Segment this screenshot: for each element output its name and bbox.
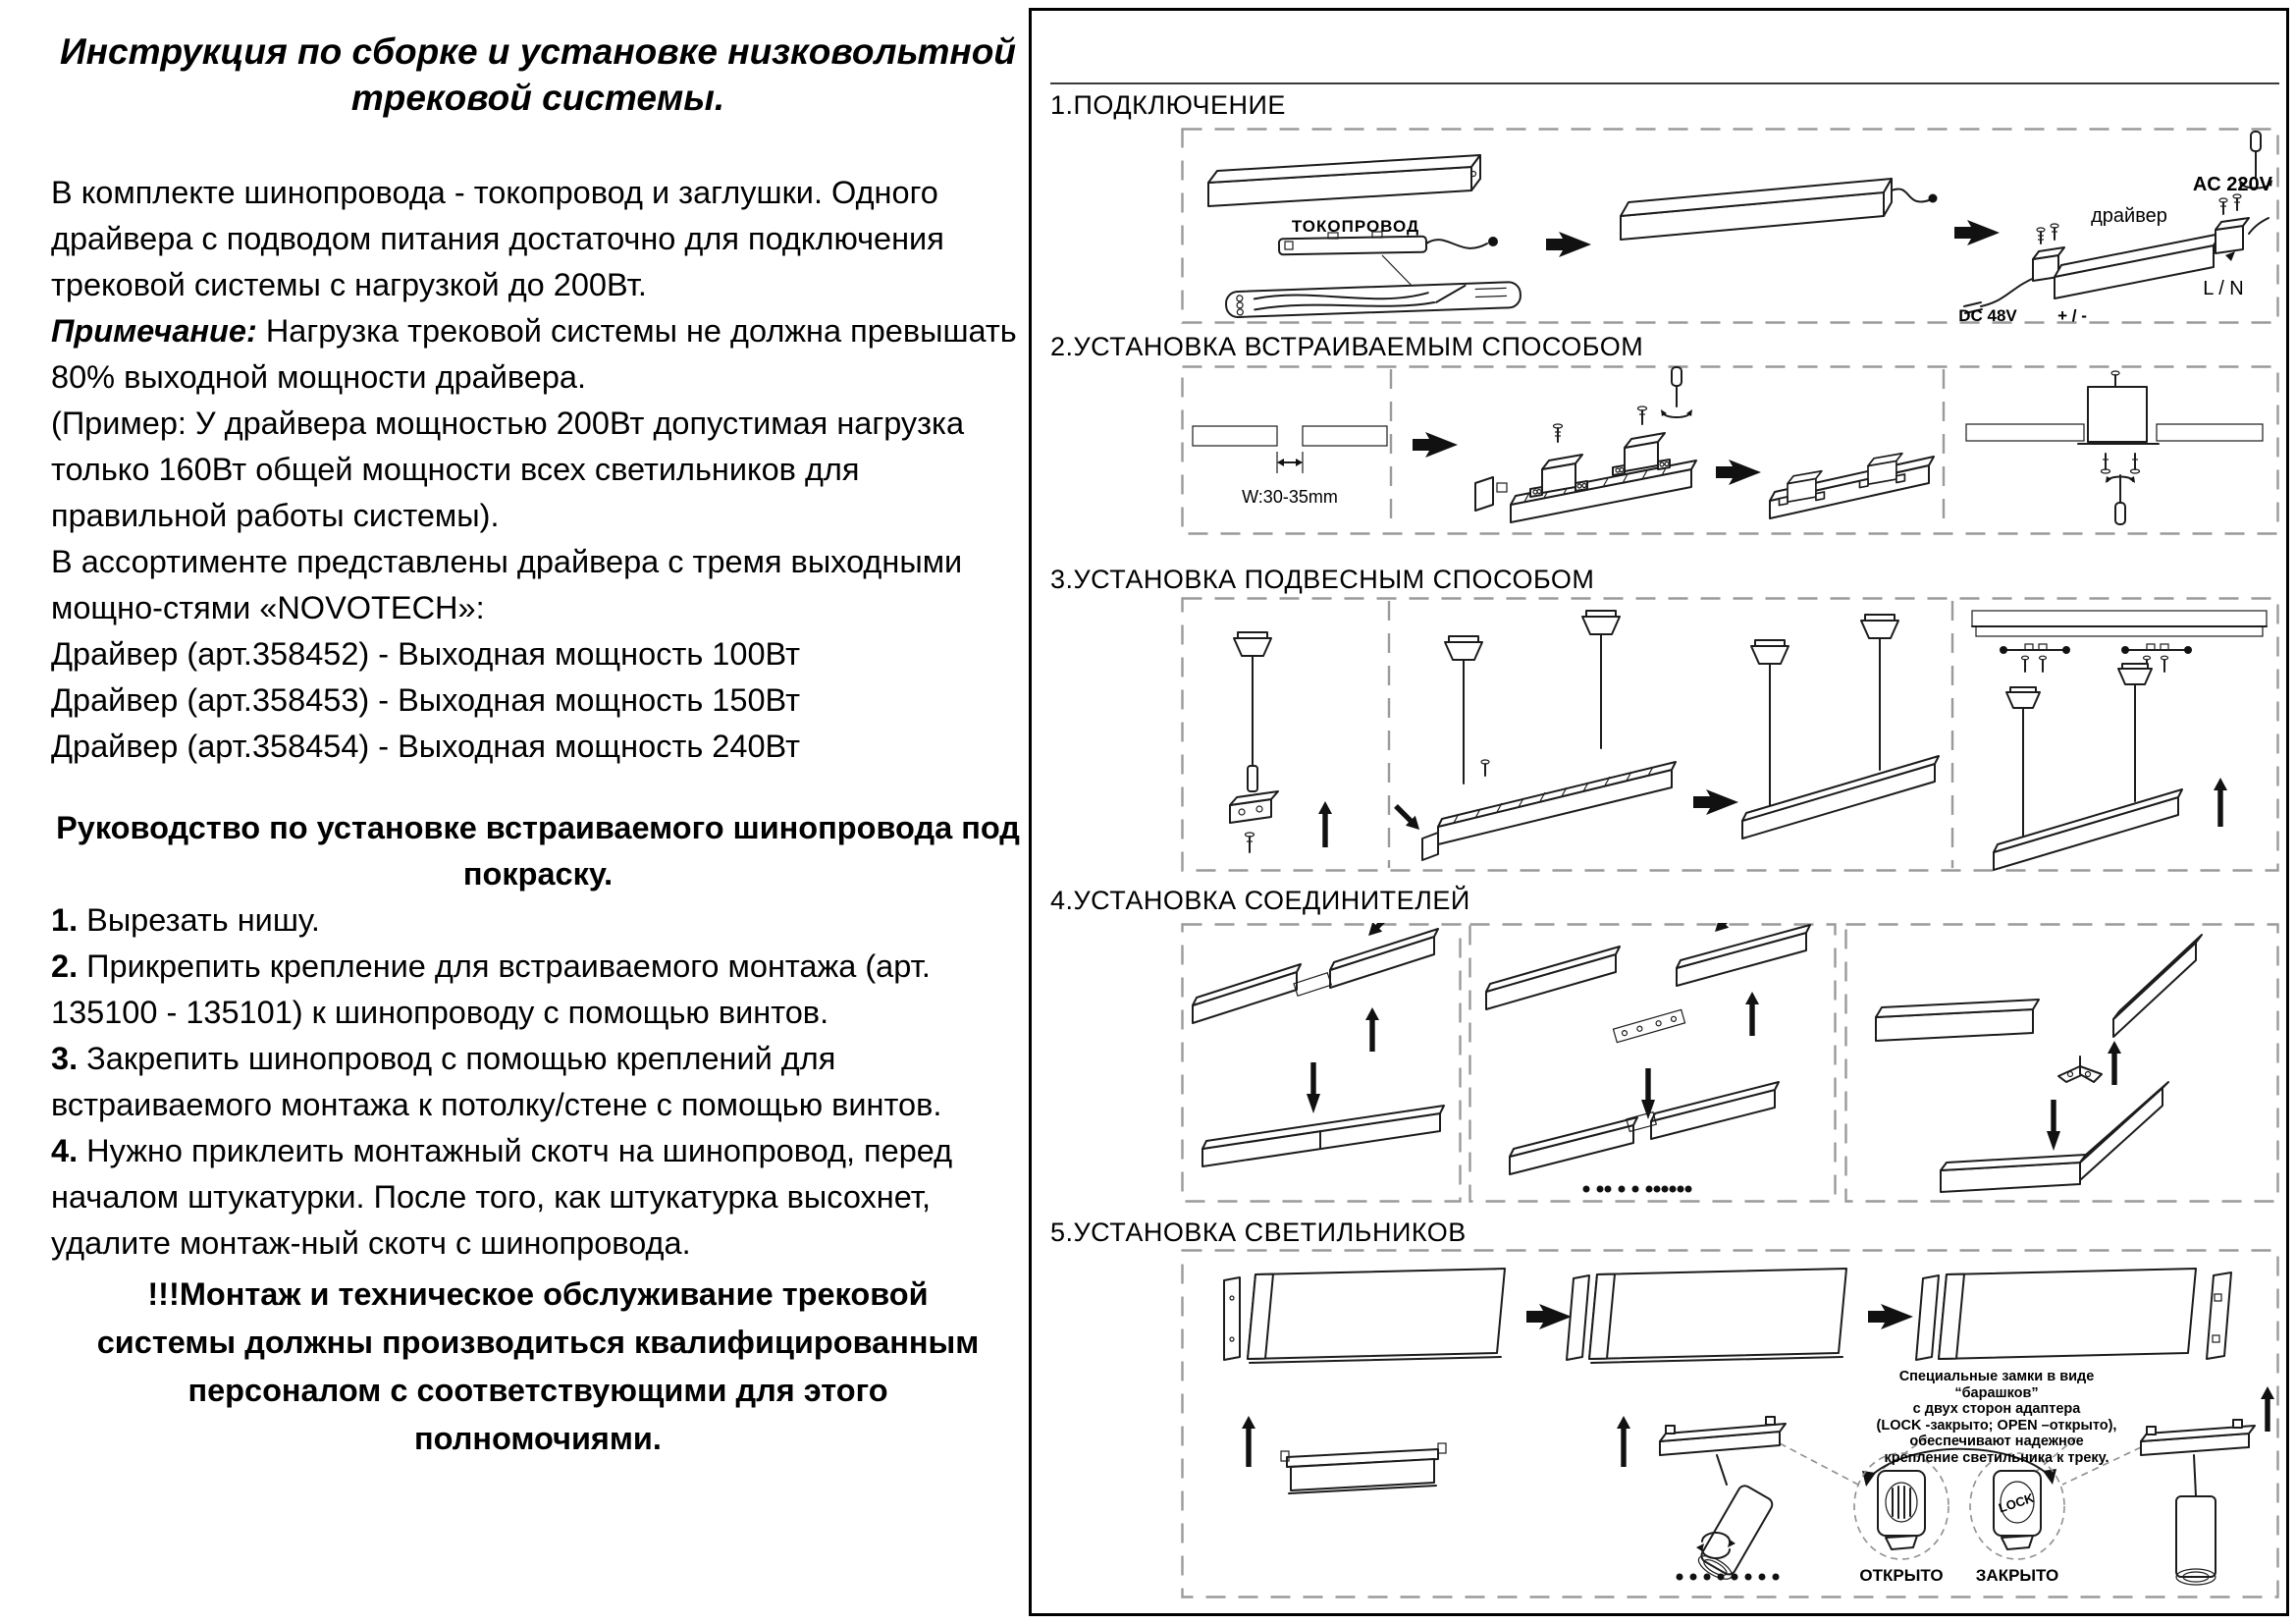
screw-icon (2233, 194, 2241, 210)
section-4-header: 4.УСТАНОВКА СОЕДИНИТЕЛЕЙ (1050, 886, 1470, 915)
inline-connector-diagram (1468, 923, 1837, 1203)
left-column (51, 22, 1025, 1463)
arrow-right-icon (1546, 232, 1591, 257)
section-4-box-2 (1468, 923, 1837, 1203)
suspended-mount-diagram (1181, 597, 2279, 872)
ac-voltage-label: AC 220V (2192, 174, 2272, 195)
connector-strip-icon (1613, 1009, 1684, 1042)
ceiling-fixing-icon (1972, 611, 2267, 870)
corner-tracks-icon (1876, 935, 2202, 1041)
arrow-up-icon (1242, 1416, 1255, 1467)
screw-icon (2051, 224, 2058, 240)
driver-label: драйвер (2091, 205, 2167, 227)
note-text: Нагрузка трековой системы не должна превышать 80% выходной мощности драйвера. (51, 313, 1017, 396)
section-4-box-3 (1844, 923, 2279, 1203)
niche-width-label: W:30-35mm (1242, 487, 1338, 507)
arrow-right-icon (1716, 460, 1761, 485)
section-1-header: 1.ПОДКЛЮЧЕНИЕ (1050, 90, 1286, 120)
closed-label: ЗАКРЫТО (1975, 1566, 2059, 1585)
arrow-down-icon (2047, 1100, 2060, 1151)
arrow-up-icon (1365, 1007, 1379, 1052)
corner-connector-diagram (1844, 923, 2279, 1203)
section-4-box-1 (1181, 923, 1462, 1203)
corner-connector-icon (2058, 1056, 2102, 1082)
assortment-text: В ассортименте представлены драйвера с тремя выходными мощно-стями «NOVOTECH»: (51, 544, 963, 626)
lock-note-line-1: Специальные замки в виде “барашков” (1898, 1369, 2095, 1401)
screw-icon (2022, 656, 2029, 672)
warning-text: !!!Монтаж и техническое обслуживание трековой системы должны производиться квалифицированным персоналом с соответствующими для этого полномочиями. (96, 1276, 980, 1457)
screw-icon (1246, 833, 1255, 852)
recessed-mount-diagram (1181, 365, 2279, 535)
lock-dial-open-icon (1878, 1471, 1925, 1549)
step-4 (51, 1128, 1025, 1267)
example-text: (Пример: У драйвера мощностью 200Вт допустимая нагрузка только 160Вт общей мощности всех светильников для правильной работы системы). (51, 406, 965, 534)
dc-voltage-label: DC 48V (1958, 306, 2017, 324)
arrow-up-icon (2261, 1386, 2274, 1432)
arrow-up-icon (2108, 1041, 2121, 1085)
mount-bracket-icon (1530, 455, 1587, 497)
step-2-number: 2. (51, 948, 79, 985)
screw-icon (2219, 198, 2227, 214)
track-with-brackets-icon (1475, 367, 1696, 522)
arrow-up-icon (1745, 992, 1759, 1036)
arrow-right-icon (1868, 1304, 1913, 1329)
straight-connector-diagram (1181, 923, 1462, 1203)
lock-note-mid: -закрыто; (1921, 1417, 1998, 1434)
pendant-light-icon (2141, 1420, 2255, 1585)
step-4-text: Нужно приклеить монтажный скотч на шинопровод, перед началом штукатурки. После того, как штукатурка высохнет, удалите монтаж-ный скотч с шинопровода. (51, 1133, 953, 1262)
section-1-rule (1050, 82, 2279, 84)
screw-icon (2102, 454, 2110, 473)
open-label: ОТКРЫТО (1859, 1566, 1944, 1585)
screw-icon (1638, 406, 1647, 424)
screw-icon (2037, 228, 2045, 244)
section-1-box (1181, 128, 2279, 324)
joined-track-icon (1510, 1082, 1779, 1174)
joined-track-icon (1202, 1106, 1444, 1166)
recessed-ceiling-icon (1966, 371, 2263, 524)
driver-line-3: Драйвер (арт.358454) - Выходная мощность 240Вт (51, 729, 801, 765)
panel-insert-step-3 (1916, 1269, 2231, 1360)
tracks-joining-icon (1486, 923, 1810, 1043)
intro-text: В комплекте шинопровода - токопровод и заглушки. Одного драйвера с подводом питания достаточно для подключения трековой системы с нагрузкой до 200Вт. (51, 175, 944, 303)
adapter-leader-line (1780, 1443, 1858, 1485)
lock-note-end: –открыто), (2037, 1417, 2117, 1434)
screw-icon (2131, 454, 2140, 473)
section-3-header: 3.УСТАНОВКА ПОДВЕСНЫМ СПОСОБОМ (1050, 565, 1595, 594)
screw-icon (1481, 760, 1489, 776)
screwdriver-icon (2106, 475, 2135, 524)
step-3-text: Закрепить шинопровод с помощью креплений для встраиваемого монтажа к потолку/стене с помощью винтов. (51, 1041, 942, 1123)
step-2 (51, 944, 1025, 1036)
driver-line-2: Драйвер (арт.358453) - Выходная мощность 150Вт (51, 682, 801, 719)
open-keyword: OPEN (1997, 1417, 2038, 1434)
suspension-assembly-icon (1391, 611, 1676, 860)
step-1-number: 1. (51, 902, 79, 939)
screw-icon (2162, 656, 2168, 672)
lock-note-line-2: с двух сторон адаптера (1912, 1401, 2081, 1417)
suspension-kit-icon (1230, 632, 1278, 852)
screw-icon (2040, 656, 2047, 672)
step-4-number: 4. (51, 1133, 79, 1169)
track-profile-icon (1208, 155, 1480, 206)
dots-ellipsis (1583, 1186, 1692, 1193)
busbar-label: ТОКОПРОВОД (1291, 217, 1420, 236)
arrow-right-icon (1413, 432, 1458, 458)
step-3-number: 3. (51, 1041, 79, 1077)
assortment-paragraph (51, 539, 1025, 631)
mount-bracket-icon (1613, 433, 1670, 475)
step-2-text: Прикрепить крепление для встраиваемого монтажа (арт. 135100 - 135101) к шинопроводу с помощью винтов. (51, 948, 931, 1031)
driver-line-1: Драйвер (арт.358452) - Выходная мощность 100Вт (51, 636, 801, 673)
doc-title: Инструкция по сборке и установке низковольтной трековой системы. (60, 31, 1016, 118)
pointer-icon (2225, 251, 2235, 261)
arrow-right-icon (1954, 220, 2000, 245)
arc-arrowhead-icon (2043, 1469, 2056, 1485)
panel-insert-step-2 (1567, 1269, 1846, 1363)
example-paragraph (51, 401, 1025, 539)
polarity-label: + / - (2057, 306, 2087, 324)
hung-track-icon (1742, 615, 1939, 839)
arrow-up-icon (1617, 1416, 1630, 1467)
lock-note-line-5: крепление светильника к треку. (1884, 1449, 2109, 1466)
arrow-diagonal-icon (1363, 923, 1397, 941)
screwdriver-icon (1661, 367, 1692, 417)
lock-dial-closed-icon (1994, 1471, 2041, 1549)
line-neutral-label: L / N (2203, 278, 2244, 299)
step-1 (51, 897, 1025, 944)
arrow-right-icon (1693, 789, 1738, 815)
guide-title: Руководство по установке встраиваемого шинопровода под покраску. (56, 810, 1020, 893)
step-1-text: Вырезать нишу. (86, 902, 320, 939)
section-2-header: 2.УСТАНОВКА ВСТРАИВАЕМЫМ СПОСОБОМ (1050, 332, 1644, 361)
section-5-header: 5.УСТАНОВКА СВЕТИЛЬНИКОВ (1050, 1218, 1467, 1247)
arrow-right-icon (1526, 1304, 1572, 1329)
suspension-plate-icon (2000, 644, 2070, 672)
section-3-box (1181, 597, 2279, 872)
arrow-diagonal-icon (1391, 801, 1424, 835)
lock-keyword: LOCK (1881, 1417, 1922, 1434)
arrow-down-icon (1307, 1062, 1320, 1113)
driver-box-icon (1621, 179, 1938, 240)
lock-note-line-4: обеспечивают надежное (1909, 1434, 2084, 1449)
lock-dial-label: LOCK (1997, 1489, 2036, 1516)
panel-insert-step-1 (1224, 1269, 1505, 1363)
assembled-track-icon (1770, 454, 1934, 518)
note-label: Примечание: (51, 313, 257, 350)
arrow-up-icon (1318, 801, 1332, 847)
step-3 (51, 1036, 1025, 1128)
connection-diagram (1181, 128, 2279, 324)
tracks-joining-icon (1193, 923, 1438, 1052)
lock-note-line-3 (1877, 1418, 2117, 1434)
arrow-up-icon (2214, 778, 2227, 827)
ceiling-niche-icon (1193, 426, 1387, 473)
track-wiring-detail-icon (1226, 282, 1522, 317)
section-2-box (1181, 365, 2279, 535)
screw-icon (1554, 424, 1563, 442)
linear-light-icon (1281, 1443, 1446, 1493)
note-paragraph (51, 308, 1025, 401)
intro-paragraph (51, 170, 1025, 308)
lock-note-paren: ( (1876, 1417, 1882, 1434)
spot-light-icon (1660, 1417, 1786, 1584)
lock-note-block (1857, 1369, 2136, 1466)
